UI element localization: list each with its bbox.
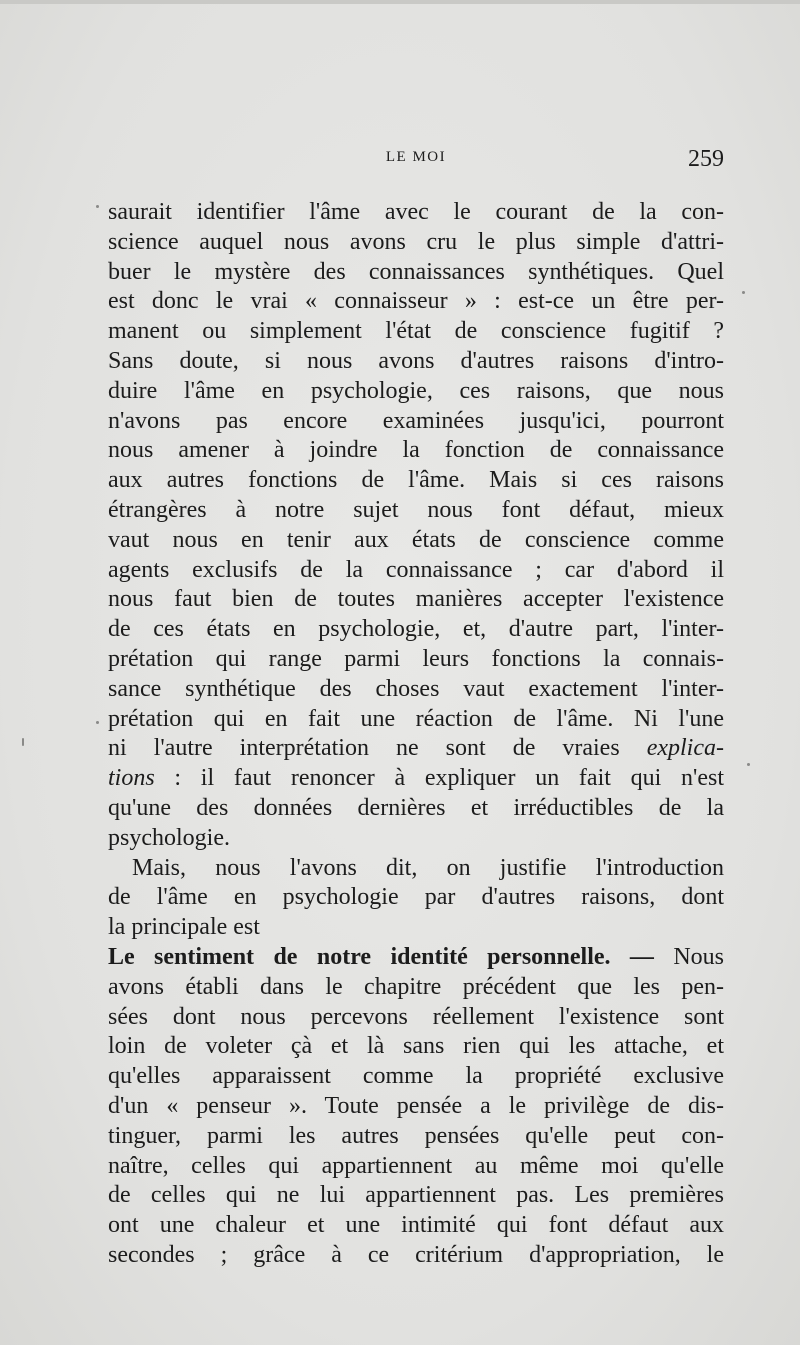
- italic-term: explica-: [646, 735, 724, 762]
- text-line: nous amener à joindre la fonction de connaissance: [108, 437, 724, 464]
- body-text: [108, 198, 724, 1271]
- text-line: de celles qui ne lui appartiennent pas. Les premières: [108, 1182, 724, 1209]
- text-span: : il faut renoncer à expliquer un fait qui n'est: [154, 765, 724, 792]
- text-line: buer le mystère des connaissances synthétiques. Quel: [108, 258, 724, 285]
- text-line: [108, 943, 724, 973]
- text-line: vaut nous en tenir aux états de conscience comme: [108, 526, 724, 553]
- text-line: Mais, nous l'avons dit, on justifie l'introduction: [132, 854, 724, 881]
- text-line: étrangères à notre sujet nous font défaut, mieux: [108, 496, 724, 523]
- section-heading: Le sentiment de notre identité personnelle. —: [108, 943, 654, 970]
- text-line: agents exclusifs de la connaissance ; car d'abord il: [108, 556, 724, 583]
- paper-speck: [747, 763, 750, 766]
- text-line: aux autres fonctions de l'âme. Mais si ces raisons: [108, 467, 724, 494]
- text-line: naître, celles qui appartiennent au même moi qu'elle: [108, 1152, 724, 1179]
- text-line: prétation qui en fait une réaction de l'âme. Ni l'une: [108, 705, 724, 732]
- text-line: avons établi dans le chapitre précédent que les pen-: [108, 973, 724, 1000]
- text-line: Sans doute, si nous avons d'autres raisons d'intro-: [108, 347, 724, 374]
- text-line: psychologie.: [108, 824, 230, 851]
- text-line: sance synthétique des choses vaut exactement l'inter-: [108, 675, 724, 702]
- text-line: [108, 764, 724, 794]
- text-line: science auquel nous avons cru le plus simple d'attri-: [108, 228, 724, 255]
- paper-speck: [96, 721, 99, 724]
- text-line: d'un « penseur ». Toute pensée a le privilège de dis-: [108, 1092, 724, 1119]
- text-line: est donc le vrai « connaisseur » : est-ce un être per-: [108, 288, 724, 315]
- text-line: duire l'âme en psychologie, ces raisons, que nous: [108, 377, 724, 404]
- page-number: 259: [688, 146, 724, 172]
- text-line: qu'elles apparaissent comme la propriété exclusive: [108, 1063, 724, 1090]
- text-line: nous faut bien de toutes manières accepter l'existence: [108, 586, 724, 613]
- paper-speck: [96, 205, 99, 208]
- text-line: sées dont nous percevons réellement l'existence sont: [108, 1003, 724, 1030]
- text-line: [108, 734, 724, 764]
- text-line: prétation qui range parmi leurs fonctions la connais-: [108, 645, 724, 672]
- text-line: qu'une des données dernières et irréductibles de la: [108, 794, 724, 821]
- italic-term: tions: [108, 765, 155, 792]
- text-line: saurait identifier l'âme avec le courant de la con-: [108, 199, 724, 225]
- text-line: tinguer, parmi les autres pensées qu'elle peut con-: [108, 1122, 724, 1149]
- page-top-edge: [0, 0, 800, 4]
- text-line: de l'âme en psychologie par d'autres raisons, dont: [108, 884, 724, 911]
- text-line: loin de voleter çà et là sans rien qui les attache, et: [108, 1033, 724, 1060]
- text-line: ont une chaleur et une intimité qui font défaut aux: [108, 1212, 724, 1239]
- paper-speck: [742, 291, 745, 294]
- running-head: LE MOI: [385, 149, 447, 165]
- page-header: [108, 146, 724, 176]
- text-line: manent ou simplement l'état de conscience fugitif ?: [108, 318, 724, 345]
- text-span: Nous: [653, 943, 724, 970]
- text-line: secondes ; grâce à ce critérium d'appropriation, le: [108, 1241, 724, 1268]
- text-line: n'avons pas encore examinées jusqu'ici, pourront: [108, 407, 724, 434]
- text-span: ni l'autre interprétation ne sont de vraies: [108, 735, 647, 762]
- paper-speck: [22, 738, 24, 746]
- text-line: la principale est: [108, 914, 260, 941]
- text-line: de ces états en psychologie, et, d'autre part, l'inter-: [108, 616, 724, 643]
